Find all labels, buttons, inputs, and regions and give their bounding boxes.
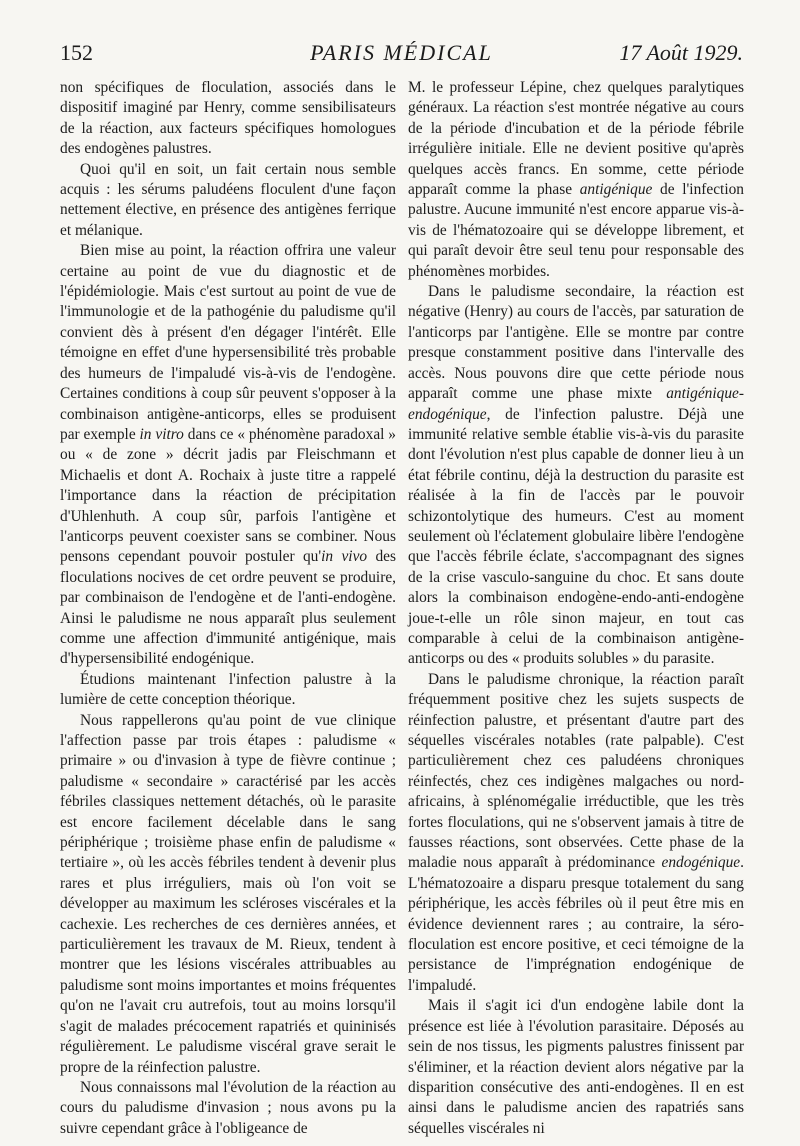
left-column [60,78,396,1139]
running-header [60,40,743,74]
right-column [408,78,744,1139]
page-number: 152 [60,40,93,65]
paragraph: Nous rappellerons qu'au point de vue clinique l'affection passe par trois étapes : paludisme « primaire » ou d'invasion à type de fièvre continue ; paludisme « secondaire » caractérisé par les accès fébriles classiques nettement détachés, où le parasite est encore facilement décelable dans le sang périphérique ; troisième phase enfin de paludisme « tertiaire », où les accès fébriles tendent à devenir plus rares et plus irréguliers, mais où l'on voit se développer au maximum les scléroses viscérales et la cachexie. Les recherches de ces dernières années, et particulièrement les travaux de M. Rieux, tendent à montrer que les lésions viscérales attribuables au paludisme sont moins importantes et moins fréquentes qu'on ne l'avait cru autrefois, tout au moins lorsqu'il s'agit de malades précocement rapatriés et quininisés régulièrement. Le paludisme viscéral grave serait le propre de la réinfection palustre. [60,711,396,1076]
journal-title: PARIS MÉDICAL [310,40,493,65]
paragraph: Dans le paludisme secondaire, la réaction est négative (Henry) au cours de l'accès, par saturation de l'anticorps par l'antigène. Elle se montre par contre presque constamment positive dans l'intervalle des accès. Nous pouvons dire que cette période nous apparaît comme une phase mixte antigénique-endogénique, de l'infection palustre. Déjà une immunité relative semble établie vis-à-vis du parasite dont l'évolution n'est plus capable de donner lieu à un état fébrile continu, déjà la destruction du parasite est réalisée à la fin de l'accès par le pouvoir schizontolytique des humeurs. C'est au moment seulement où l'éclatement globulaire libère l'endogène que l'accès fébrile éclate, s'accompagnant des signes de la crise vasculo-sanguine du choc. Et sans doute alors la combinaison endogène-endo-anti-endogène joue-t-elle un rôle sinon majeur, en tout cas comparable à celui de la combinaison antigène-anticorps ou des « produits solubles » du parasite. [408,283,744,668]
paragraph: Mais il s'agit ici d'un endogène labile dont la présence est liée à l'évolution parasitaire. Déposés au sein de nos tissus, les pigments palustres finissent par s'éliminer, et la réaction devient alors négative par la disparition consécutive des anti-endogènes. Il en est ainsi dans le paludisme ancien des rapatriés sans séquelles viscérales ni [408,997,744,1137]
paragraph: Dans le paludisme chronique, la réaction paraît fréquemment positive chez les sujets suspects de réinfection palustre, et présentant d'autre part des séquelles viscérales notables (rate palpable). C'est particulièrement chez ces paludéens chroniques réinfectés, chez ces indigènes malgaches ou nord-africains, à splénomégalie irréductible, que les très fortes floculations, qui ne s'observent jamais à titre de fausses réactions, sont observées. Cette phase de la maladie nous apparaît à prédominance endogénique. L'hématozoaire a disparu presque totalement du sang périphérique, les accès fébriles où il peut être mis en évidence deviennent rares ; au contraire, la séro-floculation est encore positive, et ceci témoigne de la persistance de l'imprégnation endogénique de l'impaludé. [408,670,744,994]
paragraph: Nous connaissons mal l'évolution de la réaction au cours du paludisme d'invasion ; nous avons pu la suivre cependant grâce à l'obligeance de [60,1078,396,1137]
paragraph: Étudions maintenant l'infection palustre à la lumière de cette conception théorique. [60,670,396,709]
paragraph: non spécifiques de floculation, associés dans le dispositif imaginé par Henry, comme sensibilisateurs de la réaction, aux facteurs spécifiques homologues des endogènes palustres. [60,79,396,158]
paragraph: Quoi qu'il en soit, un fait certain nous semble acquis : les sérums paludéens floculent d'une façon nettement élective, en présence des antigènes ferrique et mélanique. [60,160,396,239]
paragraph: M. le professeur Lépine, chez quelques paralytiques généraux. La réaction s'est montrée négative au cours de la période d'incubation et de la période fébrile irrégulière initiale. Elle ne devient positive qu'après quelques accès francs. En somme, cette période apparaît comme la phase antigénique de l'infection palustre. Aucune immunité n'est encore apparue vis-à-vis de l'hématozoaire qui se développe librement, et qui paraît devoir être seul tenu pour responsable des phénomènes morbides. [408,79,744,280]
paragraph: Bien mise au point, la réaction offrira une valeur certaine au point de vue du diagnostic et de l'épidémiologie. Mais c'est surtout au point de vue de l'immunologie et de la pathogénie du paludisme qu'il convient dès à présent d'en dégager l'intérêt. Elle témoigne en effet d'une hypersensibilité très probable des humeurs de l'impaludé vis-à-vis de l'endogène. Certaines conditions à coup sûr peuvent s'opposer à la combinaison antigène-anticorps, elles se produisent par exemple in vitro dans ce « phénomène paradoxal » ou « de zone » décrit jadis par Fleischmann et Michaelis et dont A. Rochaix à juste titre a rappelé l'importance dans la réaction de précipitation d'Uhlenhuth. A coup sûr, parfois l'antigène et l'anticorps peuvent coexister sans se combiner. Nous pensons cependant pouvoir postuler qu'in vivo des floculations nocives de cet ordre peuvent se produire, par combinaison de l'endogène et de l'anti-endogène. Ainsi le paludisme ne nous apparaît plus seulement comme une affection d'immunité antigénique, mais d'hypersensibilité endogénique. [60,242,396,668]
issue-date: 17 Août 1929. [619,40,743,65]
